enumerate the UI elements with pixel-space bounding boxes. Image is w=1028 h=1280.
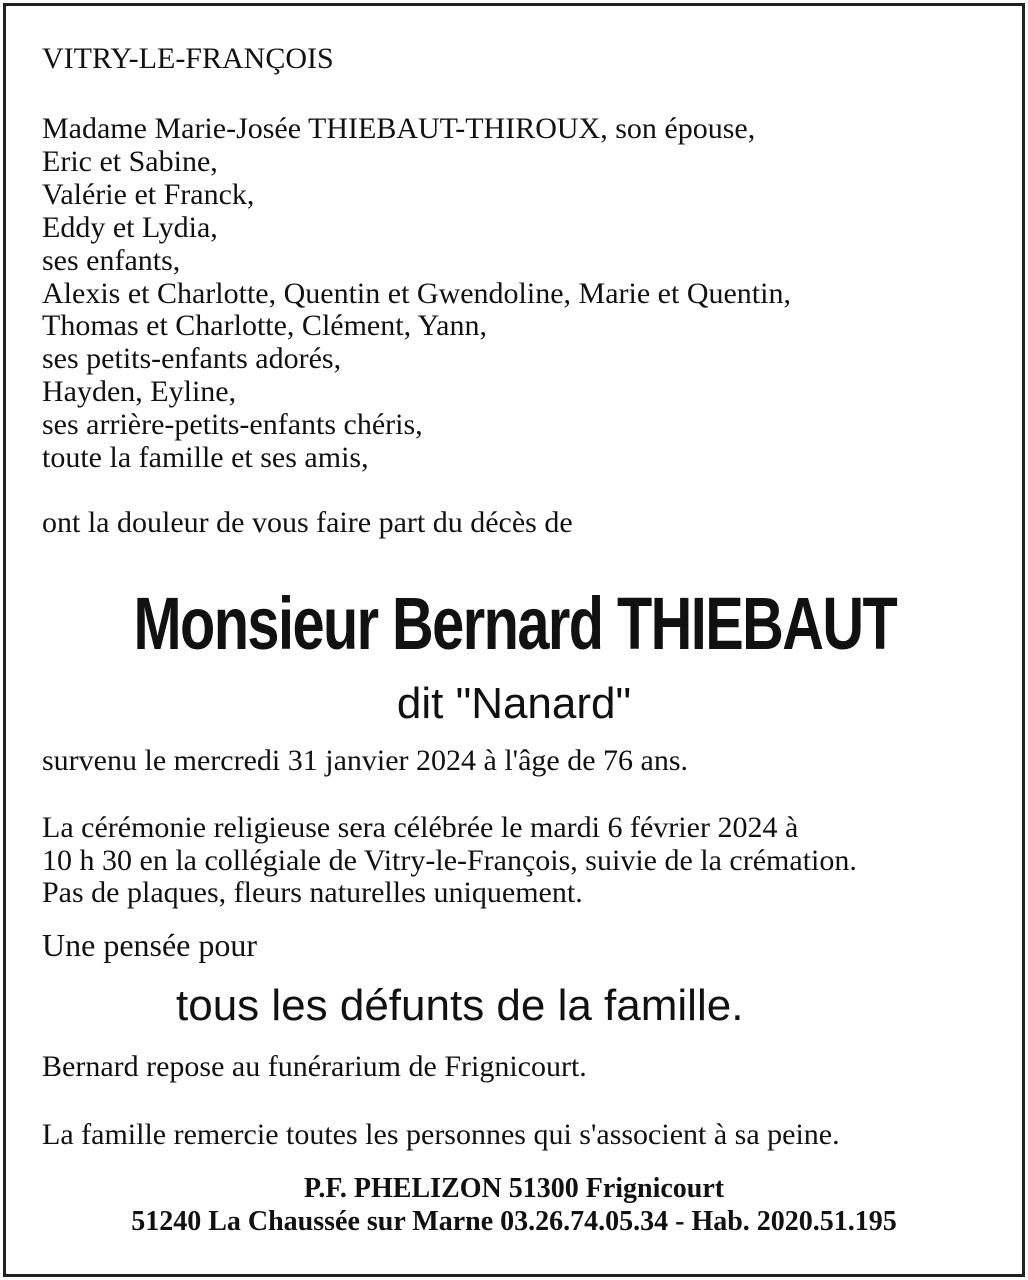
deceased-name: Monsieur Bernard THIEBAUT xyxy=(133,582,897,665)
family-list xyxy=(42,113,791,475)
defunts-text: tous les défunts de la famille. xyxy=(176,981,744,1030)
family-line-grandchildren-label: ses petits-enfants adorés, xyxy=(42,342,342,376)
ceremony-line-3: Pas de plaques, fleurs naturelles uniquement. xyxy=(42,876,583,909)
ceremony-details xyxy=(42,812,857,910)
family-line-child-3: Eddy et Lydia, xyxy=(42,210,218,244)
family-line-great-grandchildren: Hayden, Eyline, xyxy=(42,375,237,409)
family-line-spouse: Madame Marie-Josée THIEBAUT-THIROUX, son épouse, xyxy=(42,112,756,145)
family-line-grandchildren-2: Thomas et Charlotte, Clément, Yann, xyxy=(42,309,487,343)
family-line-child-1: Eric et Sabine, xyxy=(42,144,218,178)
family-line-children-label: ses enfants, xyxy=(42,243,181,277)
death-info: survenu le mercredi 31 janvier 2024 à l'âge de 76 ans. xyxy=(42,744,689,777)
ceremony-line-2: 10 h 30 en la collégiale de Vitry-le-François, suivie de la crémation. xyxy=(42,843,857,877)
pensee-text: Une pensée pour xyxy=(42,927,258,963)
funeral-home-name: P.F. PHELIZON 51300 Frignicourt xyxy=(303,1173,725,1204)
repose-text: Bernard repose au funérarium de Frignicourt. xyxy=(42,1050,587,1083)
family-line-child-2: Valérie et Franck, xyxy=(42,177,255,211)
thanks-text: La famille remercie toutes les personnes qui s'associent à sa peine. xyxy=(42,1118,840,1151)
family-line-grandchildren-1: Alexis et Charlotte, Quentin et Gwendoline, Marie et Quentin, xyxy=(42,276,791,310)
announcement-text: ont la douleur de vous faire part du décès de xyxy=(42,506,573,539)
funeral-home-contact: 51240 La Chaussée sur Marne 03.26.74.05.34 - Hab. 2020.51.195 xyxy=(131,1206,897,1237)
ceremony-line-1: La cérémonie religieuse sera célébrée le mardi 6 février 2024 à xyxy=(42,811,799,844)
family-line-great-grandchildren-label: ses arrière-petits-enfants chéris, xyxy=(42,408,423,442)
city-heading: VITRY-LE-FRANÇOIS xyxy=(42,42,334,75)
deceased-nickname: dit "Nanard" xyxy=(396,679,632,728)
family-line-friends: toute la famille et ses amis, xyxy=(42,441,369,475)
